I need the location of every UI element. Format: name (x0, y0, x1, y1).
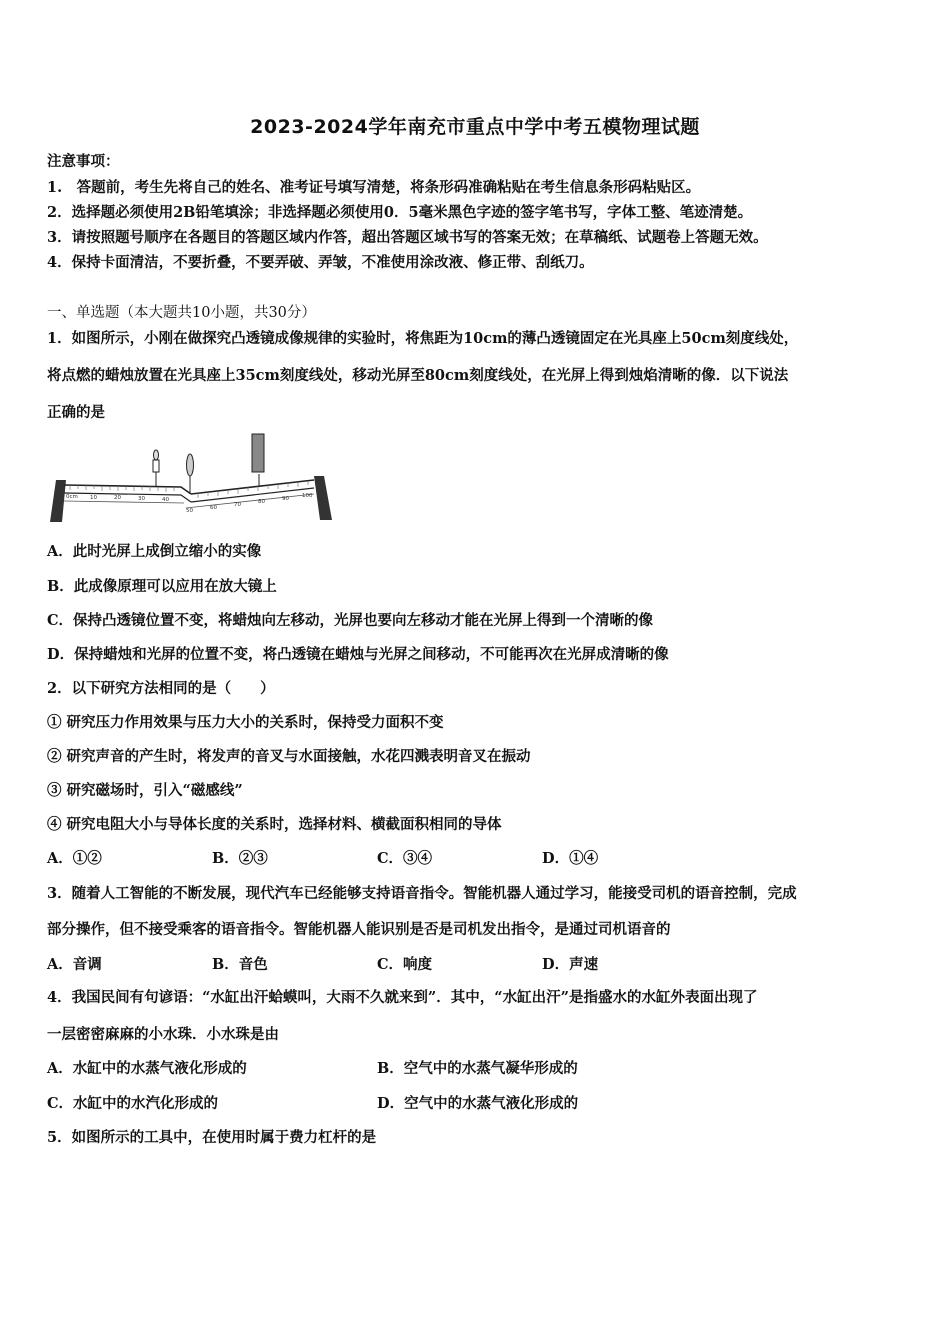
q5-stem: 5．如图所示的工具中，在使用时属于费力杠杆的是 (47, 1129, 377, 1146)
bench-right-stand (314, 476, 332, 520)
section-heading: 一、单选题（本大题共10小题，共30分） (47, 305, 316, 321)
tick-label-90: 90 (282, 496, 289, 502)
q2-option-c: C．③④ (377, 850, 433, 867)
q2-option-a: A．①② (47, 850, 102, 867)
q2-stem: 2．以下研究方法相同的是（ ） (47, 680, 275, 697)
q1-option-c: C．保持凸透镜位置不变，将蜡烛向左移动，光屏也要向左移动才能在光屏上得到一个清晰的像 (47, 612, 654, 629)
tick-label-10: 10 (90, 495, 97, 501)
tick-label-50: 50 (186, 508, 193, 514)
q2-item-3: ③ 研究磁场时，引入“磁感线” (47, 782, 243, 799)
q2-item-4: ④ 研究电阻大小与导体长度的关系时，选择材料、横截面积相同的导体 (47, 816, 502, 833)
tick-label-40: 40 (162, 497, 169, 503)
notice-heading: 注意事项： (47, 153, 120, 170)
tick-label-80: 80 (258, 499, 265, 505)
bench-rail-left (64, 485, 191, 494)
bench-rail-right (191, 480, 314, 494)
tick-label-20: 20 (114, 495, 121, 501)
q3-option-d: D．声速 (542, 956, 599, 973)
q2-item-2: ② 研究声音的产生时，将发声的音叉与水面接触，水花四溅表明音叉在振动 (47, 748, 531, 765)
candle (153, 450, 159, 486)
tick-label-100: 100 (302, 493, 313, 499)
q1-stem-line-1: 1．如图所示，小刚在做探究凸透镜成像规律的实验时，将焦距为10cm的薄凸透镜固定在光具座上50cm刻度线处， (47, 330, 799, 347)
q1-option-a: A．此时光屏上成倒立缩小的实像 (47, 543, 262, 560)
notice-item-2: 2．选择题必须使用2B铅笔填涂；非选择题必须使用0．5毫米黑色字迹的签字笔书写，字体工整、笔迹清楚。 (47, 204, 753, 221)
q2-option-d: D．①④ (542, 850, 599, 867)
q3-option-b: B．音色 (212, 956, 268, 973)
q4-option-d: D．空气中的水蒸气液化形成的 (377, 1095, 579, 1112)
tick-label-70: 70 (234, 502, 241, 508)
q3-option-c: C．响度 (377, 956, 433, 973)
q2-option-b: B．②③ (212, 850, 268, 867)
bench-left-stand (50, 480, 66, 522)
q3-stem-line-2: 部分操作，但不接受乘客的语音指令。智能机器人能识别是否是司机发出指令，是通过司机语音的 (47, 921, 671, 938)
q4-option-b: B．空气中的水蒸气凝华形成的 (377, 1060, 578, 1077)
optical-bench-figure (46, 430, 336, 528)
notice-item-3: 3．请按照题号顺序在各题目的答题区域内作答，超出答题区域书写的答案无效；在草稿纸、试题卷上答题无效。 (47, 229, 768, 246)
tick-label-60: 60 (210, 505, 217, 511)
page-title: 2023-2024学年南充市重点中学中考五模物理试题 (250, 116, 700, 138)
convex-lens (187, 454, 194, 494)
q4-stem-line-1: 4．我国民间有句谚语：“水缸出汗蛤蟆叫，大雨不久就来到”．其中，“水缸出汗”是指盛水的水缸外表面出现了 (47, 989, 758, 1006)
q4-option-c: C．水缸中的水汽化形成的 (47, 1095, 219, 1112)
q1-option-b: B．此成像原理可以应用在放大镜上 (47, 578, 277, 595)
q2-item-1: ① 研究压力作用效果与压力大小的关系时，保持受力面积不变 (47, 714, 444, 731)
q1-stem-line-2: 将点燃的蜡烛放置在光具座上35cm刻度线处，移动光屏至80cm刻度线处，在光屏上得到烛焰清晰的像．以下说法 (47, 367, 789, 384)
q4-option-a: A．水缸中的水蒸气液化形成的 (47, 1060, 247, 1077)
light-screen (252, 434, 264, 486)
q1-stem-line-3: 正确的是 (47, 404, 105, 421)
tick-label-30: 30 (138, 496, 145, 502)
notice-item-1: 1. 答题前，考生先将自己的姓名、准考证号填写清楚，将条形码准确粘贴在考生信息条形码粘贴区。 (47, 179, 701, 196)
q3-option-a: A．音调 (47, 956, 102, 973)
q3-stem-line-1: 3．随着人工智能的不断发展，现代汽车已经能够支持语音指令。智能机器人通过学习，能接受司机的语音控制，完成 (47, 885, 797, 902)
q4-stem-line-2: 一层密密麻麻的小水珠．小水珠是由 (47, 1026, 279, 1043)
tick-label-0: 0cm (66, 494, 78, 500)
notice-item-4: 4．保持卡面清洁，不要折叠，不要弄破、弄皱，不准使用涂改液、修正带、刮纸刀。 (47, 254, 594, 271)
q1-option-d: D．保持蜡烛和光屏的位置不变，将凸透镜在蜡烛与光屏之间移动，不可能再次在光屏成清晰的像 (47, 646, 669, 663)
